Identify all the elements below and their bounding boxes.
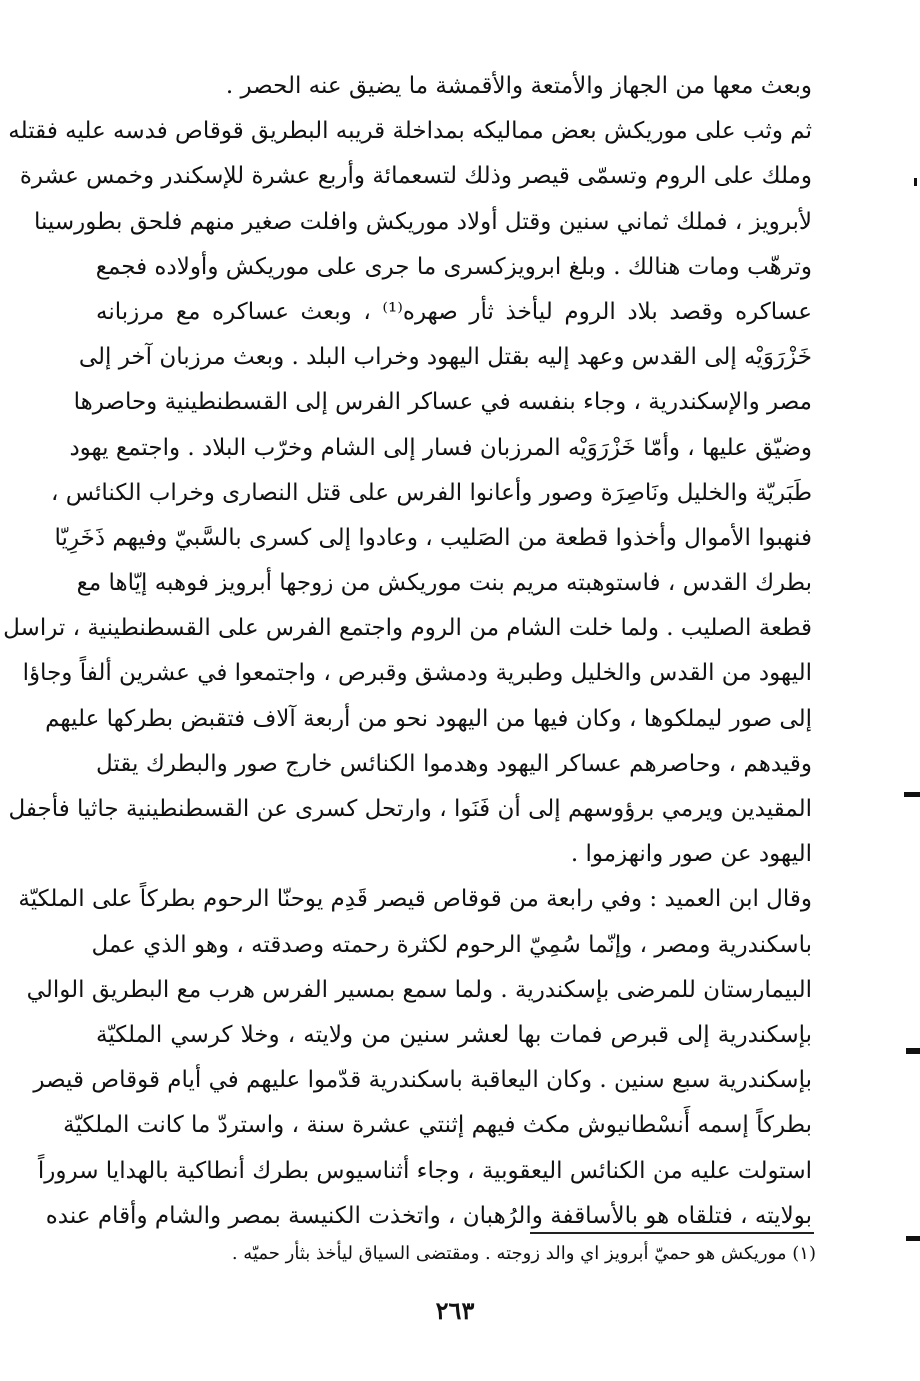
- text-line: قطعة الصليب . ولما خلت الشام من الروم واجتمع الفرس على القسطنطينية ، تراسل: [3, 615, 812, 642]
- text-line: باسكندرية ومصر ، وإنّما سُمِيّ الرحوم لكثرة رحمته وصدقته ، وهو الذي عمل: [91, 931, 812, 958]
- text-line: بإسكندرية إلى قبرص فمات بها لعشر سنين من ولايته ، وخلا كرسي الملكيّة: [96, 1021, 812, 1048]
- text-line: بطركاً إسمه أَنسْطانيوش مكث فيهم إثنتي عشرة سنة ، واستردّ ما كانت الملكيّة: [63, 1112, 812, 1139]
- text-line: لأبرويز ، فملك ثماني سنين وقتل أولاد موريكش وافلت صغير منهم فلحق بطورسينا: [33, 208, 812, 235]
- text-line: فنهبوا الأموال وأخذوا قطعة من الصَليب ، وعادوا إلى كسرى بالسَّبيّ وفيهم ذَخَرِيّا: [54, 524, 812, 551]
- text-line: عساكره وقصد بلاد الروم ليأخذ ثأر صهره⁽¹⁾ ، وبعث عساكره مع مرزبانه: [96, 298, 813, 325]
- text-line: وبعث معها من الجهاز والأمتعة والأقمشة ما يضيق عنه الحصر .: [225, 73, 812, 99]
- text-line: استولت عليه من الكنائس اليعقوبية ، وجاء أثناسيوس بطرك أنطاكية بالهدايا سروراً: [37, 1157, 812, 1184]
- text-line: وترهّب ومات هنالك . وبلغ ابرويزكسرى ما جرى على موريكش وأولاده فجمع: [95, 253, 812, 280]
- text-line: اليهود عن صور وانهزموا .: [570, 841, 812, 868]
- text-line: خَزْرَوَيْه إلى القدس وعهد إليه بقتل اليهود وخراب البلد . وبعث مرزبان آخر إلى: [78, 344, 812, 371]
- text-line: إلى صور ليملكوها ، وكان فيها من اليهود نحو من أربعة آلاف فتقبض بطركها عليهم: [45, 705, 812, 732]
- footnote-rule: [530, 1232, 814, 1234]
- scan-mark: [906, 1048, 920, 1054]
- text-line: بإسكندرية سبع سنين . وكان اليعاقبة باسكندرية قدّموا عليهم في أيام قوقاص قيصر: [33, 1067, 812, 1094]
- scan-mark: [904, 792, 920, 797]
- scan-mark: [906, 1236, 920, 1241]
- page-number: ٢٦٣: [435, 1296, 475, 1325]
- text-body: [3, 64, 813, 1239]
- text-line: بولايته ، فتلقاه هو بالأساقفة والرُهبان ، واتخذت الكنيسة بمصر والشام وأقام عنده: [45, 1202, 812, 1229]
- text-line: ثم وثب على موريكش بعض مماليكه بمداخلة قريبه البطريق قوقاص فدسه عليه فقتله: [8, 118, 812, 145]
- text-line: اليهود من القدس والخليل وطبرية ودمشق وقبرص ، واجتمعوا في عشرين ألفاً وجاؤا: [22, 660, 812, 687]
- text-line: بطرك القدس ، فاستوهبته مريم بنت موريكش من زوجها أبرويز فوهبه إيّاها مع: [76, 570, 812, 597]
- text-line: طَبَريّة والخليل ونَاصِرَة وصور وأعانوا الفرس على قتل النصارى وخراب الكنائس ،: [50, 479, 812, 506]
- text-line: وضيّق عليها ، وأمّا خَزْرَوَيْه المرزبان فسار إلى الشام وخرّب البلاد . واجتمع يهود: [69, 434, 812, 461]
- text-line: المقيدين ويرمي برؤوسهم إلى أن فَنَوا ، وارتحل كسرى عن القسطنطينية جاثيا فأجفل: [8, 796, 812, 822]
- text-line: البيمارستان للمرضى بإسكندرية . ولما سمع بمسير الفرس هرب مع البطريق الوالي: [26, 976, 812, 1003]
- scan-mark: [914, 178, 917, 186]
- text-line: وقال ابن العميد : وفي رابعة من قوقاص قيصر قَدِم يوحنّا الرحوم بطركاً على الملكيّة: [18, 886, 812, 913]
- text-line: وقيدهم ، وحاصرهم عساكر اليهود وهدموا الكنائس خارج صور والبطرك يقتل: [96, 750, 812, 777]
- footnote: (١) موريكش هو حميّ أبرويز اي والد زوجته . ومقتضى السياق ليأخذ بثأر حميّه .: [231, 1243, 816, 1264]
- text-line: مصر والإسكندرية ، وجاء بنفسه في عساكر الفرس إلى القسطنطينية وحاصرها: [73, 389, 812, 416]
- text-line: وملك على الروم وتسمّى قيصر وذلك لتسعمائة وأربع عشرة للإسكندر وخمس عشرة: [19, 163, 812, 190]
